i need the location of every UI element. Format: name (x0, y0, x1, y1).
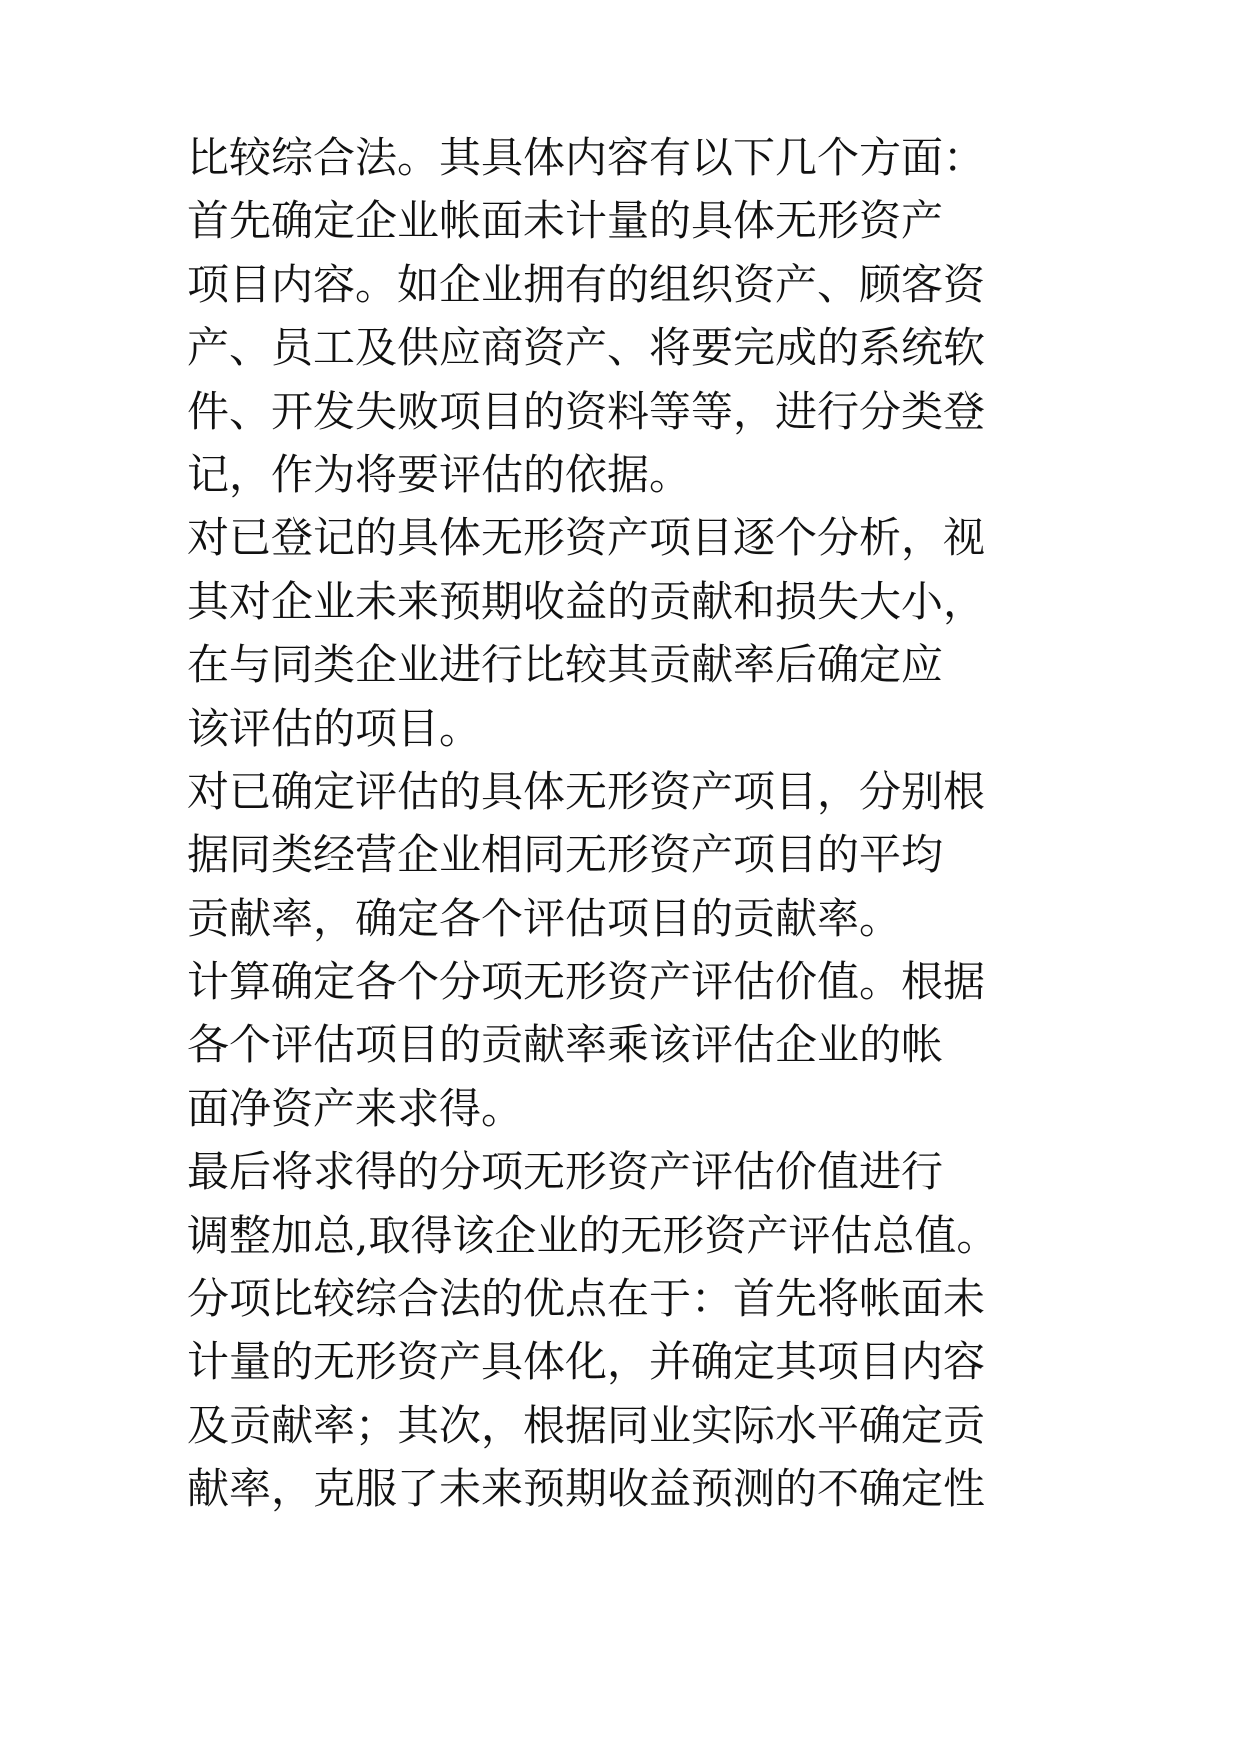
text-line: 在与同类企业进行比较其贡献率后确定应 (187, 640, 944, 690)
text-line: 产、员工及供应商资产、将要完成的系统软 (187, 323, 986, 373)
text-line: 件、开发失败项目的资料等等，进行分类登 (187, 386, 986, 436)
text-line: 计量的无形资产具体化，并确定其项目内容 (187, 1337, 986, 1387)
text-line: 对已登记的具体无形资产项目逐个分析，视 (187, 513, 986, 563)
body-text (187, 126, 1087, 1521)
text-line: 计算确定各个分项无形资产评估价值。根据 (187, 957, 986, 1007)
text-line: 比较综合法。其具体内容有以下几个方面： (187, 133, 986, 182)
text-line: 该评估的项目。 (187, 703, 482, 753)
text-line: 分项比较综合法的优点在于：首先将帐面未 (187, 1274, 986, 1324)
text-line: 最后将求得的分项无形资产评估价值进行 (187, 1147, 944, 1197)
text-line: 记，作为将要评估的依据。 (187, 449, 692, 499)
text-line: 贡献率，确定各个评估项目的贡献率。 (187, 893, 902, 943)
text-line: 据同类经营企业相同无形资产项目的平均 (187, 830, 944, 880)
text-line: 各个评估项目的贡献率乘该评估企业的帐 (187, 1020, 944, 1070)
text-line: 对已确定评估的具体无形资产项目，分别根 (187, 766, 986, 816)
text-line: 调整加总,取得该企业的无形资产评估总值。 (187, 1210, 999, 1260)
text-line: 首先确定企业帐面未计量的具体无形资产 (187, 196, 944, 246)
text-line: 项目内容。如企业拥有的组织资产、顾客资 (187, 259, 986, 309)
text-line: 面净资产来求得。 (187, 1083, 524, 1133)
text-line: 其对企业未来预期收益的贡献和损失大小， (187, 576, 986, 626)
text-line: 及贡献率；其次，根据同业实际水平确定贡 (187, 1400, 986, 1450)
text-line: 献率，克服了未来预期收益预测的不确定性 (187, 1464, 986, 1514)
